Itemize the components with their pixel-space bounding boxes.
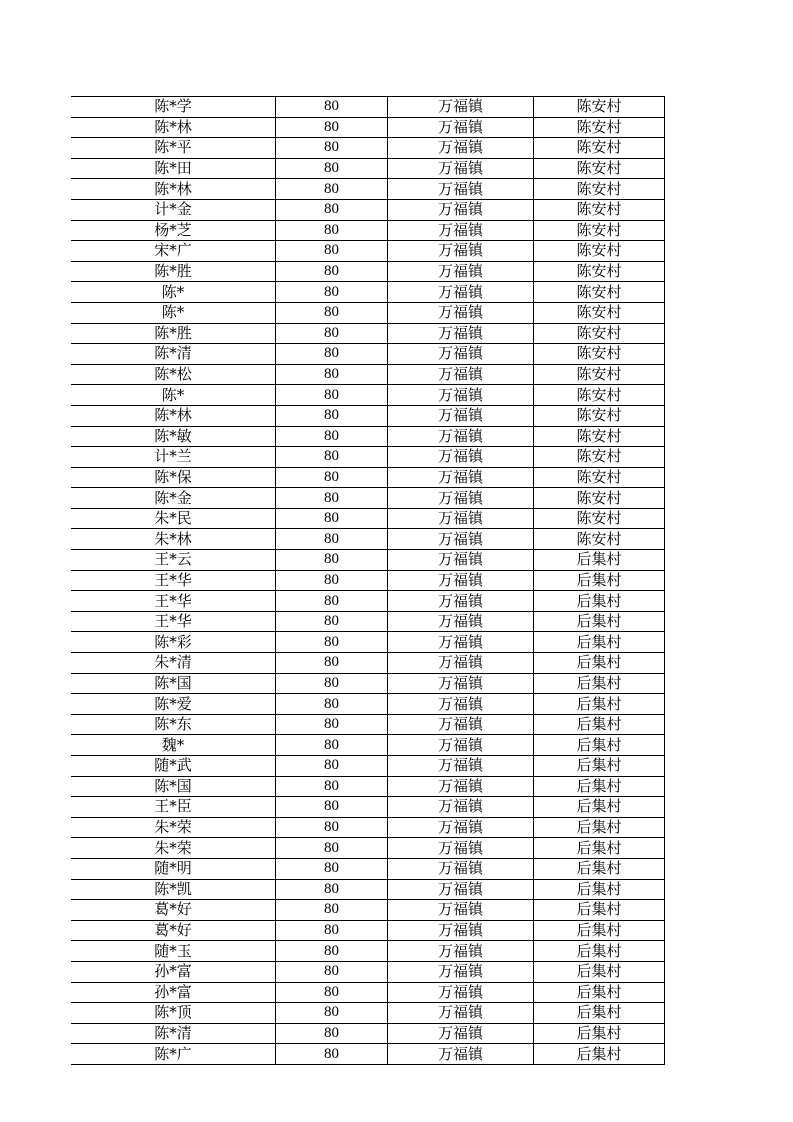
town-cell: 万福镇 — [388, 920, 534, 941]
town-cell: 万福镇 — [388, 591, 534, 612]
amount-cell: 80 — [276, 1044, 388, 1065]
name-cell: 陈*广 — [71, 1044, 276, 1065]
name-cell: 计*金 — [71, 199, 276, 220]
table-row — [71, 138, 665, 159]
amount-cell: 80 — [276, 385, 388, 406]
table-row — [71, 550, 665, 571]
town-cell: 万福镇 — [388, 426, 534, 447]
amount-cell: 80 — [276, 344, 388, 365]
amount-cell: 80 — [276, 982, 388, 1003]
name-cell: 陈*胜 — [71, 261, 276, 282]
table-row — [71, 1044, 665, 1065]
village-cell: 陈安村 — [534, 220, 665, 241]
table-row — [71, 323, 665, 344]
name-cell: 杨*芝 — [71, 220, 276, 241]
village-cell: 陈安村 — [534, 344, 665, 365]
name-cell: 陈*凯 — [71, 879, 276, 900]
village-cell: 后集村 — [534, 632, 665, 653]
village-cell: 后集村 — [534, 735, 665, 756]
village-cell: 后集村 — [534, 1003, 665, 1024]
name-cell: 朱*荣 — [71, 838, 276, 859]
amount-cell: 80 — [276, 261, 388, 282]
town-cell: 万福镇 — [388, 776, 534, 797]
table-body — [71, 97, 665, 1065]
amount-cell: 80 — [276, 508, 388, 529]
town-cell: 万福镇 — [388, 364, 534, 385]
amount-cell: 80 — [276, 138, 388, 159]
name-cell: 王*华 — [71, 570, 276, 591]
amount-cell: 80 — [276, 405, 388, 426]
town-cell: 万福镇 — [388, 961, 534, 982]
table-row — [71, 838, 665, 859]
village-cell: 陈安村 — [534, 508, 665, 529]
table-row — [71, 426, 665, 447]
table-row — [71, 920, 665, 941]
table-row — [71, 179, 665, 200]
amount-cell: 80 — [276, 961, 388, 982]
name-cell: 陈*林 — [71, 179, 276, 200]
town-cell: 万福镇 — [388, 241, 534, 262]
town-cell: 万福镇 — [388, 879, 534, 900]
town-cell: 万福镇 — [388, 941, 534, 962]
table-row — [71, 117, 665, 138]
table-row — [71, 570, 665, 591]
table-row — [71, 1023, 665, 1044]
table-row — [71, 653, 665, 674]
table-row — [71, 694, 665, 715]
village-cell: 后集村 — [534, 797, 665, 818]
town-cell: 万福镇 — [388, 673, 534, 694]
name-cell: 孙*富 — [71, 961, 276, 982]
name-cell: 陈*国 — [71, 776, 276, 797]
village-cell: 陈安村 — [534, 199, 665, 220]
village-cell: 陈安村 — [534, 426, 665, 447]
name-cell: 陈* — [71, 302, 276, 323]
table-row — [71, 941, 665, 962]
name-cell: 朱*清 — [71, 653, 276, 674]
village-cell: 后集村 — [534, 611, 665, 632]
village-cell: 陈安村 — [534, 302, 665, 323]
amount-cell: 80 — [276, 591, 388, 612]
table-row — [71, 364, 665, 385]
village-cell: 陈安村 — [534, 282, 665, 303]
table-row — [71, 220, 665, 241]
town-cell: 万福镇 — [388, 117, 534, 138]
village-cell: 后集村 — [534, 653, 665, 674]
name-cell: 朱*林 — [71, 529, 276, 550]
amount-cell: 80 — [276, 158, 388, 179]
amount-cell: 80 — [276, 199, 388, 220]
name-cell: 陈*顶 — [71, 1003, 276, 1024]
amount-cell: 80 — [276, 323, 388, 344]
name-cell: 陈*彩 — [71, 632, 276, 653]
amount-cell: 80 — [276, 632, 388, 653]
town-cell: 万福镇 — [388, 179, 534, 200]
village-cell: 陈安村 — [534, 97, 665, 118]
amount-cell: 80 — [276, 364, 388, 385]
village-cell: 后集村 — [534, 1044, 665, 1065]
name-cell: 陈* — [71, 385, 276, 406]
table-row — [71, 529, 665, 550]
village-cell: 后集村 — [534, 776, 665, 797]
name-cell: 陈*清 — [71, 1023, 276, 1044]
name-cell: 王*臣 — [71, 797, 276, 818]
village-cell: 后集村 — [534, 961, 665, 982]
town-cell: 万福镇 — [388, 797, 534, 818]
village-cell: 后集村 — [534, 756, 665, 777]
name-cell: 王*云 — [71, 550, 276, 571]
table-row — [71, 797, 665, 818]
town-cell: 万福镇 — [388, 694, 534, 715]
name-cell: 陈*林 — [71, 405, 276, 426]
table-row — [71, 714, 665, 735]
village-cell: 后集村 — [534, 941, 665, 962]
village-cell: 陈安村 — [534, 261, 665, 282]
village-cell: 后集村 — [534, 858, 665, 879]
amount-cell: 80 — [276, 879, 388, 900]
amount-cell: 80 — [276, 694, 388, 715]
town-cell: 万福镇 — [388, 735, 534, 756]
name-cell: 随*玉 — [71, 941, 276, 962]
town-cell: 万福镇 — [388, 467, 534, 488]
table-row — [71, 817, 665, 838]
table-row — [71, 199, 665, 220]
name-cell: 魏* — [71, 735, 276, 756]
name-cell: 计*兰 — [71, 447, 276, 468]
amount-cell: 80 — [276, 570, 388, 591]
village-cell: 陈安村 — [534, 241, 665, 262]
table-row — [71, 261, 665, 282]
table-row — [71, 756, 665, 777]
amount-cell: 80 — [276, 220, 388, 241]
amount-cell: 80 — [276, 797, 388, 818]
amount-cell: 80 — [276, 756, 388, 777]
name-cell: 陈*学 — [71, 97, 276, 118]
amount-cell: 80 — [276, 900, 388, 921]
data-table — [71, 96, 665, 1065]
name-cell: 陈*胜 — [71, 323, 276, 344]
amount-cell: 80 — [276, 302, 388, 323]
village-cell: 陈安村 — [534, 488, 665, 509]
village-cell: 陈安村 — [534, 138, 665, 159]
village-cell: 后集村 — [534, 570, 665, 591]
name-cell: 陈*保 — [71, 467, 276, 488]
table-row — [71, 776, 665, 797]
table-row — [71, 97, 665, 118]
town-cell: 万福镇 — [388, 302, 534, 323]
town-cell: 万福镇 — [388, 756, 534, 777]
amount-cell: 80 — [276, 529, 388, 550]
village-cell: 陈安村 — [534, 179, 665, 200]
name-cell: 陈*林 — [71, 117, 276, 138]
table-row — [71, 488, 665, 509]
village-cell: 后集村 — [534, 673, 665, 694]
town-cell: 万福镇 — [388, 282, 534, 303]
town-cell: 万福镇 — [388, 220, 534, 241]
town-cell: 万福镇 — [388, 529, 534, 550]
village-cell: 陈安村 — [534, 405, 665, 426]
amount-cell: 80 — [276, 776, 388, 797]
name-cell: 王*华 — [71, 591, 276, 612]
town-cell: 万福镇 — [388, 550, 534, 571]
table-row — [71, 735, 665, 756]
town-cell: 万福镇 — [388, 97, 534, 118]
town-cell: 万福镇 — [388, 632, 534, 653]
village-cell: 陈安村 — [534, 158, 665, 179]
village-cell: 陈安村 — [534, 364, 665, 385]
village-cell: 后集村 — [534, 591, 665, 612]
name-cell: 宋*广 — [71, 241, 276, 262]
village-cell: 陈安村 — [534, 529, 665, 550]
name-cell: 陈*松 — [71, 364, 276, 385]
table-row — [71, 1003, 665, 1024]
village-cell: 后集村 — [534, 694, 665, 715]
town-cell: 万福镇 — [388, 838, 534, 859]
table-row — [71, 611, 665, 632]
table-row — [71, 508, 665, 529]
town-cell: 万福镇 — [388, 714, 534, 735]
table-row — [71, 158, 665, 179]
table-row — [71, 591, 665, 612]
town-cell: 万福镇 — [388, 900, 534, 921]
town-cell: 万福镇 — [388, 982, 534, 1003]
town-cell: 万福镇 — [388, 570, 534, 591]
village-cell: 后集村 — [534, 550, 665, 571]
amount-cell: 80 — [276, 1003, 388, 1024]
table-row — [71, 405, 665, 426]
town-cell: 万福镇 — [388, 447, 534, 468]
amount-cell: 80 — [276, 653, 388, 674]
amount-cell: 80 — [276, 673, 388, 694]
amount-cell: 80 — [276, 550, 388, 571]
name-cell: 陈*金 — [71, 488, 276, 509]
name-cell: 随*明 — [71, 858, 276, 879]
name-cell: 王*华 — [71, 611, 276, 632]
table-row — [71, 344, 665, 365]
amount-cell: 80 — [276, 838, 388, 859]
table-row — [71, 632, 665, 653]
table-row — [71, 900, 665, 921]
town-cell: 万福镇 — [388, 858, 534, 879]
name-cell: 陈*国 — [71, 673, 276, 694]
village-cell: 后集村 — [534, 879, 665, 900]
village-cell: 后集村 — [534, 920, 665, 941]
village-cell: 陈安村 — [534, 323, 665, 344]
amount-cell: 80 — [276, 858, 388, 879]
town-cell: 万福镇 — [388, 385, 534, 406]
village-cell: 后集村 — [534, 1023, 665, 1044]
table-row — [71, 447, 665, 468]
table-row — [71, 385, 665, 406]
town-cell: 万福镇 — [388, 199, 534, 220]
amount-cell: 80 — [276, 447, 388, 468]
name-cell: 随*武 — [71, 756, 276, 777]
amount-cell: 80 — [276, 179, 388, 200]
name-cell: 葛*好 — [71, 900, 276, 921]
town-cell: 万福镇 — [388, 488, 534, 509]
amount-cell: 80 — [276, 735, 388, 756]
name-cell: 朱*荣 — [71, 817, 276, 838]
village-cell: 后集村 — [534, 817, 665, 838]
amount-cell: 80 — [276, 282, 388, 303]
town-cell: 万福镇 — [388, 817, 534, 838]
name-cell: 朱*民 — [71, 508, 276, 529]
name-cell: 陈*平 — [71, 138, 276, 159]
town-cell: 万福镇 — [388, 405, 534, 426]
amount-cell: 80 — [276, 117, 388, 138]
village-cell: 陈安村 — [534, 467, 665, 488]
amount-cell: 80 — [276, 1023, 388, 1044]
town-cell: 万福镇 — [388, 653, 534, 674]
table-row — [71, 879, 665, 900]
town-cell: 万福镇 — [388, 158, 534, 179]
village-cell: 后集村 — [534, 838, 665, 859]
name-cell: 孙*富 — [71, 982, 276, 1003]
town-cell: 万福镇 — [388, 611, 534, 632]
amount-cell: 80 — [276, 817, 388, 838]
amount-cell: 80 — [276, 941, 388, 962]
table-row — [71, 858, 665, 879]
name-cell: 陈*清 — [71, 344, 276, 365]
town-cell: 万福镇 — [388, 344, 534, 365]
name-cell: 陈*东 — [71, 714, 276, 735]
amount-cell: 80 — [276, 241, 388, 262]
amount-cell: 80 — [276, 611, 388, 632]
name-cell: 陈* — [71, 282, 276, 303]
amount-cell: 80 — [276, 488, 388, 509]
table-row — [71, 467, 665, 488]
village-cell: 陈安村 — [534, 117, 665, 138]
name-cell: 陈*田 — [71, 158, 276, 179]
table-row — [71, 673, 665, 694]
amount-cell: 80 — [276, 97, 388, 118]
table-row — [71, 961, 665, 982]
name-cell: 陈*敏 — [71, 426, 276, 447]
name-cell: 陈*爱 — [71, 694, 276, 715]
village-cell: 后集村 — [534, 714, 665, 735]
town-cell: 万福镇 — [388, 1044, 534, 1065]
name-cell: 葛*好 — [71, 920, 276, 941]
amount-cell: 80 — [276, 467, 388, 488]
amount-cell: 80 — [276, 920, 388, 941]
table-row — [71, 982, 665, 1003]
spreadsheet-page — [71, 96, 665, 1065]
amount-cell: 80 — [276, 714, 388, 735]
amount-cell: 80 — [276, 426, 388, 447]
town-cell: 万福镇 — [388, 138, 534, 159]
town-cell: 万福镇 — [388, 1023, 534, 1044]
town-cell: 万福镇 — [388, 323, 534, 344]
village-cell: 后集村 — [534, 900, 665, 921]
town-cell: 万福镇 — [388, 508, 534, 529]
table-row — [71, 241, 665, 262]
village-cell: 后集村 — [534, 982, 665, 1003]
table-row — [71, 302, 665, 323]
town-cell: 万福镇 — [388, 261, 534, 282]
table-row — [71, 282, 665, 303]
town-cell: 万福镇 — [388, 1003, 534, 1024]
village-cell: 陈安村 — [534, 447, 665, 468]
village-cell: 陈安村 — [534, 385, 665, 406]
